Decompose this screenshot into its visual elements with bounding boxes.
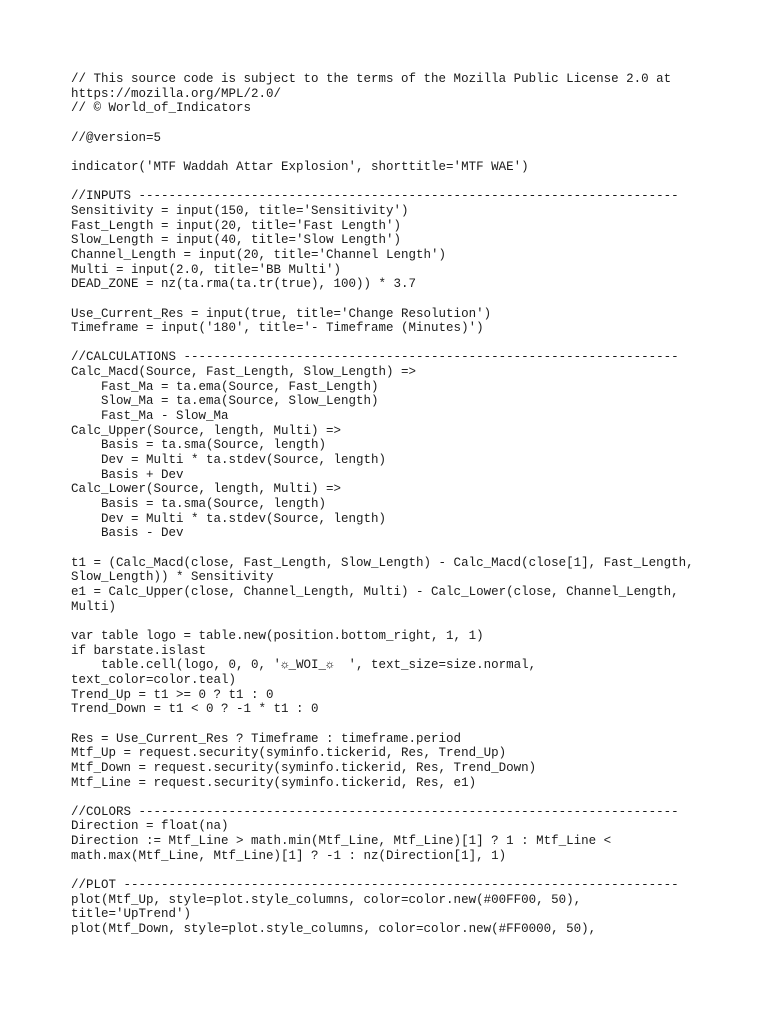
code-line: Basis = ta.sma(Source, length) (71, 497, 327, 512)
code-line: plot(Mtf_Up, style=plot.style_columns, color=color.new(#00FF00, 50), (71, 892, 582, 907)
code-line: title='UpTrend') (71, 907, 192, 922)
code-line: e1 = Calc_Upper(close, Channel_Length, Multi) - Calc_Lower(close, Channel_Length, (71, 584, 679, 599)
code-line: text_color=color.teal) (71, 672, 237, 687)
blank-line (71, 336, 731, 351)
code-line: Timeframe = input('180', title='- Timeframe (Minutes)') (71, 321, 484, 336)
blank-line (71, 790, 731, 805)
code-line: DEAD_ZONE = nz(ta.rma(ta.tr(true), 100)) * 3.7 (71, 277, 417, 292)
code-line: Basis - Dev (71, 526, 184, 541)
code-line: Trend_Up = t1 >= 0 ? t1 : 0 (71, 687, 274, 702)
code-line: https://mozilla.org/MPL/2.0/ (71, 86, 282, 101)
code-line: Slow_Length)) * Sensitivity (71, 570, 274, 585)
blank-line (71, 175, 731, 190)
code-line: Multi) (71, 599, 117, 614)
blank-line (71, 717, 731, 732)
code-line: Fast_Length = input(20, title='Fast Length') (71, 218, 402, 233)
code-line: Trend_Down = t1 < 0 ? -1 * t1 : 0 (71, 702, 319, 717)
code-line: var table logo = table.new(position.bottom_right, 1, 1) (71, 628, 484, 643)
code-line: Res = Use_Current_Res ? Timeframe : timeframe.period (71, 731, 462, 746)
code-line: Fast_Ma - Slow_Ma (71, 409, 229, 424)
code-line: //COLORS ------------------------------------------------------------------------ (71, 804, 679, 819)
code-line: Channel_Length = input(20, title='Channel Length') (71, 247, 447, 262)
code-line: t1 = (Calc_Macd(close, Fast_Length, Slow_Length) - Calc_Macd(close[1], Fast_Length, (71, 555, 694, 570)
code-line: Dev = Multi * ta.stdev(Source, length) (71, 511, 387, 526)
code-line: Basis + Dev (71, 467, 184, 482)
blank-line (71, 863, 731, 878)
code-line: //INPUTS ------------------------------------------------------------------------ (71, 189, 679, 204)
blank-line (71, 614, 731, 629)
code-line: Slow_Length = input(40, title='Slow Length') (71, 233, 402, 248)
code-line: //@version=5 (71, 130, 162, 145)
code-line: Direction := Mtf_Line > math.min(Mtf_Line, Mtf_Line)[1] ? 1 : Mtf_Line < (71, 834, 612, 849)
code-line: Calc_Macd(Source, Fast_Length, Slow_Length) => (71, 365, 417, 380)
code-line: Sensitivity = input(150, title='Sensitivity') (71, 203, 409, 218)
code-line: //PLOT -------------------------------------------------------------------------- (71, 878, 679, 893)
code-line: Calc_Lower(Source, length, Multi) => (71, 482, 342, 497)
code-line: Mtf_Down = request.security(syminfo.tickerid, Res, Trend_Down) (71, 760, 537, 775)
source-code-block (71, 72, 731, 937)
code-line: indicator('MTF Waddah Attar Explosion', shorttitle='MTF WAE') (71, 159, 529, 174)
code-line: Calc_Upper(Source, length, Multi) => (71, 423, 342, 438)
code-line: Mtf_Up = request.security(syminfo.tickerid, Res, Trend_Up) (71, 746, 507, 761)
code-line: plot(Mtf_Down, style=plot.style_columns, color=color.new(#FF0000, 50), (71, 922, 597, 937)
code-line: Use_Current_Res = input(true, title='Change Resolution') (71, 306, 492, 321)
blank-line (71, 116, 731, 131)
code-line: Mtf_Line = request.security(syminfo.tickerid, Res, e1) (71, 775, 477, 790)
code-line: Multi = input(2.0, title='BB Multi') (71, 262, 342, 277)
code-line: Fast_Ma = ta.ema(Source, Fast_Length) (71, 379, 379, 394)
code-line: Basis = ta.sma(Source, length) (71, 438, 327, 453)
code-line: table.cell(logo, 0, 0, '☼_WOI_☼ ', text_size=size.normal, (71, 658, 537, 673)
code-line: Slow_Ma = ta.ema(Source, Slow_Length) (71, 394, 379, 409)
code-line: // © World_of_Indicators (71, 101, 252, 116)
code-line: //CALCULATIONS ------------------------------------------------------------------ (71, 350, 679, 365)
code-line: // This source code is subject to the terms of the Mozilla Public License 2.0 at (71, 72, 672, 86)
code-line: math.max(Mtf_Line, Mtf_Line)[1] ? -1 : nz(Direction[1], 1) (71, 848, 507, 863)
code-line: Direction = float(na) (71, 819, 229, 834)
blank-line (71, 145, 731, 160)
code-line: Dev = Multi * ta.stdev(Source, length) (71, 453, 387, 468)
blank-line (71, 541, 731, 556)
blank-line (71, 292, 731, 307)
code-line: if barstate.islast (71, 643, 207, 658)
